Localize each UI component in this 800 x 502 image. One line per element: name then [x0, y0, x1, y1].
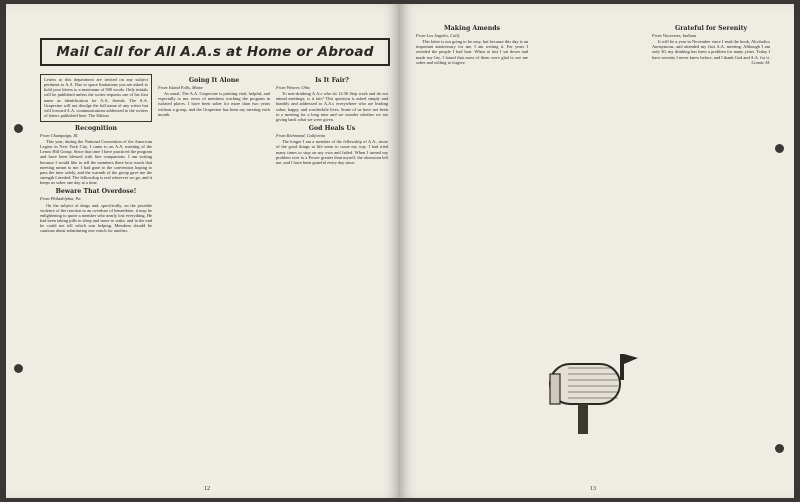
magazine-spread	[6, 4, 794, 498]
article-body: This letter is not going to be easy, but because this day is an important anniversary for me, I am writing it. For years I avoided the people I had hurt. When at last I sat down and made my list, I found that most of them were glad to see me sober and willing to forgive.	[416, 39, 528, 65]
binder-hole	[14, 124, 23, 133]
binder-hole	[14, 364, 23, 373]
article-body: It will be a year in November since I read the book, Alcoholics Anonymous, and attended my first A.A. meeting. Although I am only 30, my drinking has been a problem for many years. Today I have serenity I never knew before, and I thank God and A.A. for it.	[652, 39, 770, 60]
article-from: From Vincennes, Indiana	[652, 33, 697, 38]
article-body: This year, during the National Convention of the American Legion in New York City, I came to an A.A. meeting of the Lenox Hill Group. Since that time I have practiced the program and have been blessed with fine companions. I am writing because I would like to tell the members there how much that meeting meant to me. I had gone to the convention hoping to pass the time safely, and the warmth of the group gave me the strength I needed. The fellowship is real wherever we go, and it keeps us sober one day at a time.	[40, 139, 152, 186]
article-title: Is It Fair?	[315, 77, 349, 84]
article-signature: Connie M.	[751, 60, 770, 66]
article-from: From Champaign, Ill.	[40, 132, 79, 138]
intro-note	[40, 74, 152, 122]
binder-hole	[775, 144, 784, 153]
banner-title-box	[40, 38, 390, 66]
article-from: From Los Angeles, Calif.	[416, 33, 461, 38]
left-column-1	[40, 74, 152, 234]
left-column-3	[276, 74, 388, 166]
article-from: From Richmond, California	[276, 133, 325, 139]
mailbox-illustration	[548, 344, 640, 434]
binder-hole	[775, 444, 784, 453]
article-body: On the subject of drugs and, specifically, on the possible violence of the reaction to an overdose of benzedrine, it may be enlightening to quote a member who nearly lost everything. He had been taking pills to sleep and more to wake, and in the end he could not tell which was helping. Members should be cautious about substituting one crutch for another.	[40, 202, 152, 234]
article-from: From Weaver, Ohio	[276, 85, 311, 90]
article-body: The longer I am a member of the fellowship of A.A., more of the good things in life seem to come my way. I had tried many times to stop on my own and failed. When I turned my problem over to a Power greater than myself, the obsession left me, and I have been grateful every day since.	[276, 139, 388, 165]
left-page	[6, 4, 400, 498]
article-body: To non-drinking A.A.s who do 12:30 Step work and do not attend meetings, is it fair? This question is asked simply and humbly and addressed to A.A.s everywhere who are leading sober, happy, and worthwhile lives. Some of us have not been to a meeting for a long time and we wonder whether we are giving back what we were given.	[276, 91, 388, 122]
article-title: Grateful for Serenity	[674, 25, 748, 32]
right-page	[400, 4, 794, 498]
page-number-left: 12	[204, 486, 210, 492]
article-from: From Island Falls, Maine	[158, 85, 204, 90]
article-title: God Heals Us	[308, 125, 356, 133]
article-title: Recognition	[75, 124, 117, 132]
article-title: Beware That Overdose!	[55, 188, 137, 196]
right-column-3	[652, 22, 770, 66]
article-title: Going It Alone	[188, 77, 240, 84]
banner-title: Mail Call for All A.A.s at Home or Abroad	[56, 44, 374, 60]
article-from: From Philadelphia, Pa.	[40, 196, 82, 202]
right-column-1	[416, 22, 528, 66]
intro-text: Letters to this department are invited on any subject pertinent to A.A. Due to space limitations you are asked to hold your letters to a maximum of 500 words. Only initials will be published unless the writer requests use of his first name as identification for A.A. friends. The A.A. Grapevine will not divulge the full name of any writer but will forward A.A. communications addressed to the writers of letters published here. The Editors	[44, 77, 149, 119]
left-column-2	[158, 74, 270, 118]
article-body: As usual, The A.A. Grapevine is printing vital, helpful, and especially to me, news of members working the program in isolated places. I have been sober for more than two years without a group, and the Grapevine has been my meeting each month.	[158, 91, 270, 117]
article-title: Making Amends	[443, 25, 501, 32]
page-number-right: 13	[590, 486, 596, 492]
